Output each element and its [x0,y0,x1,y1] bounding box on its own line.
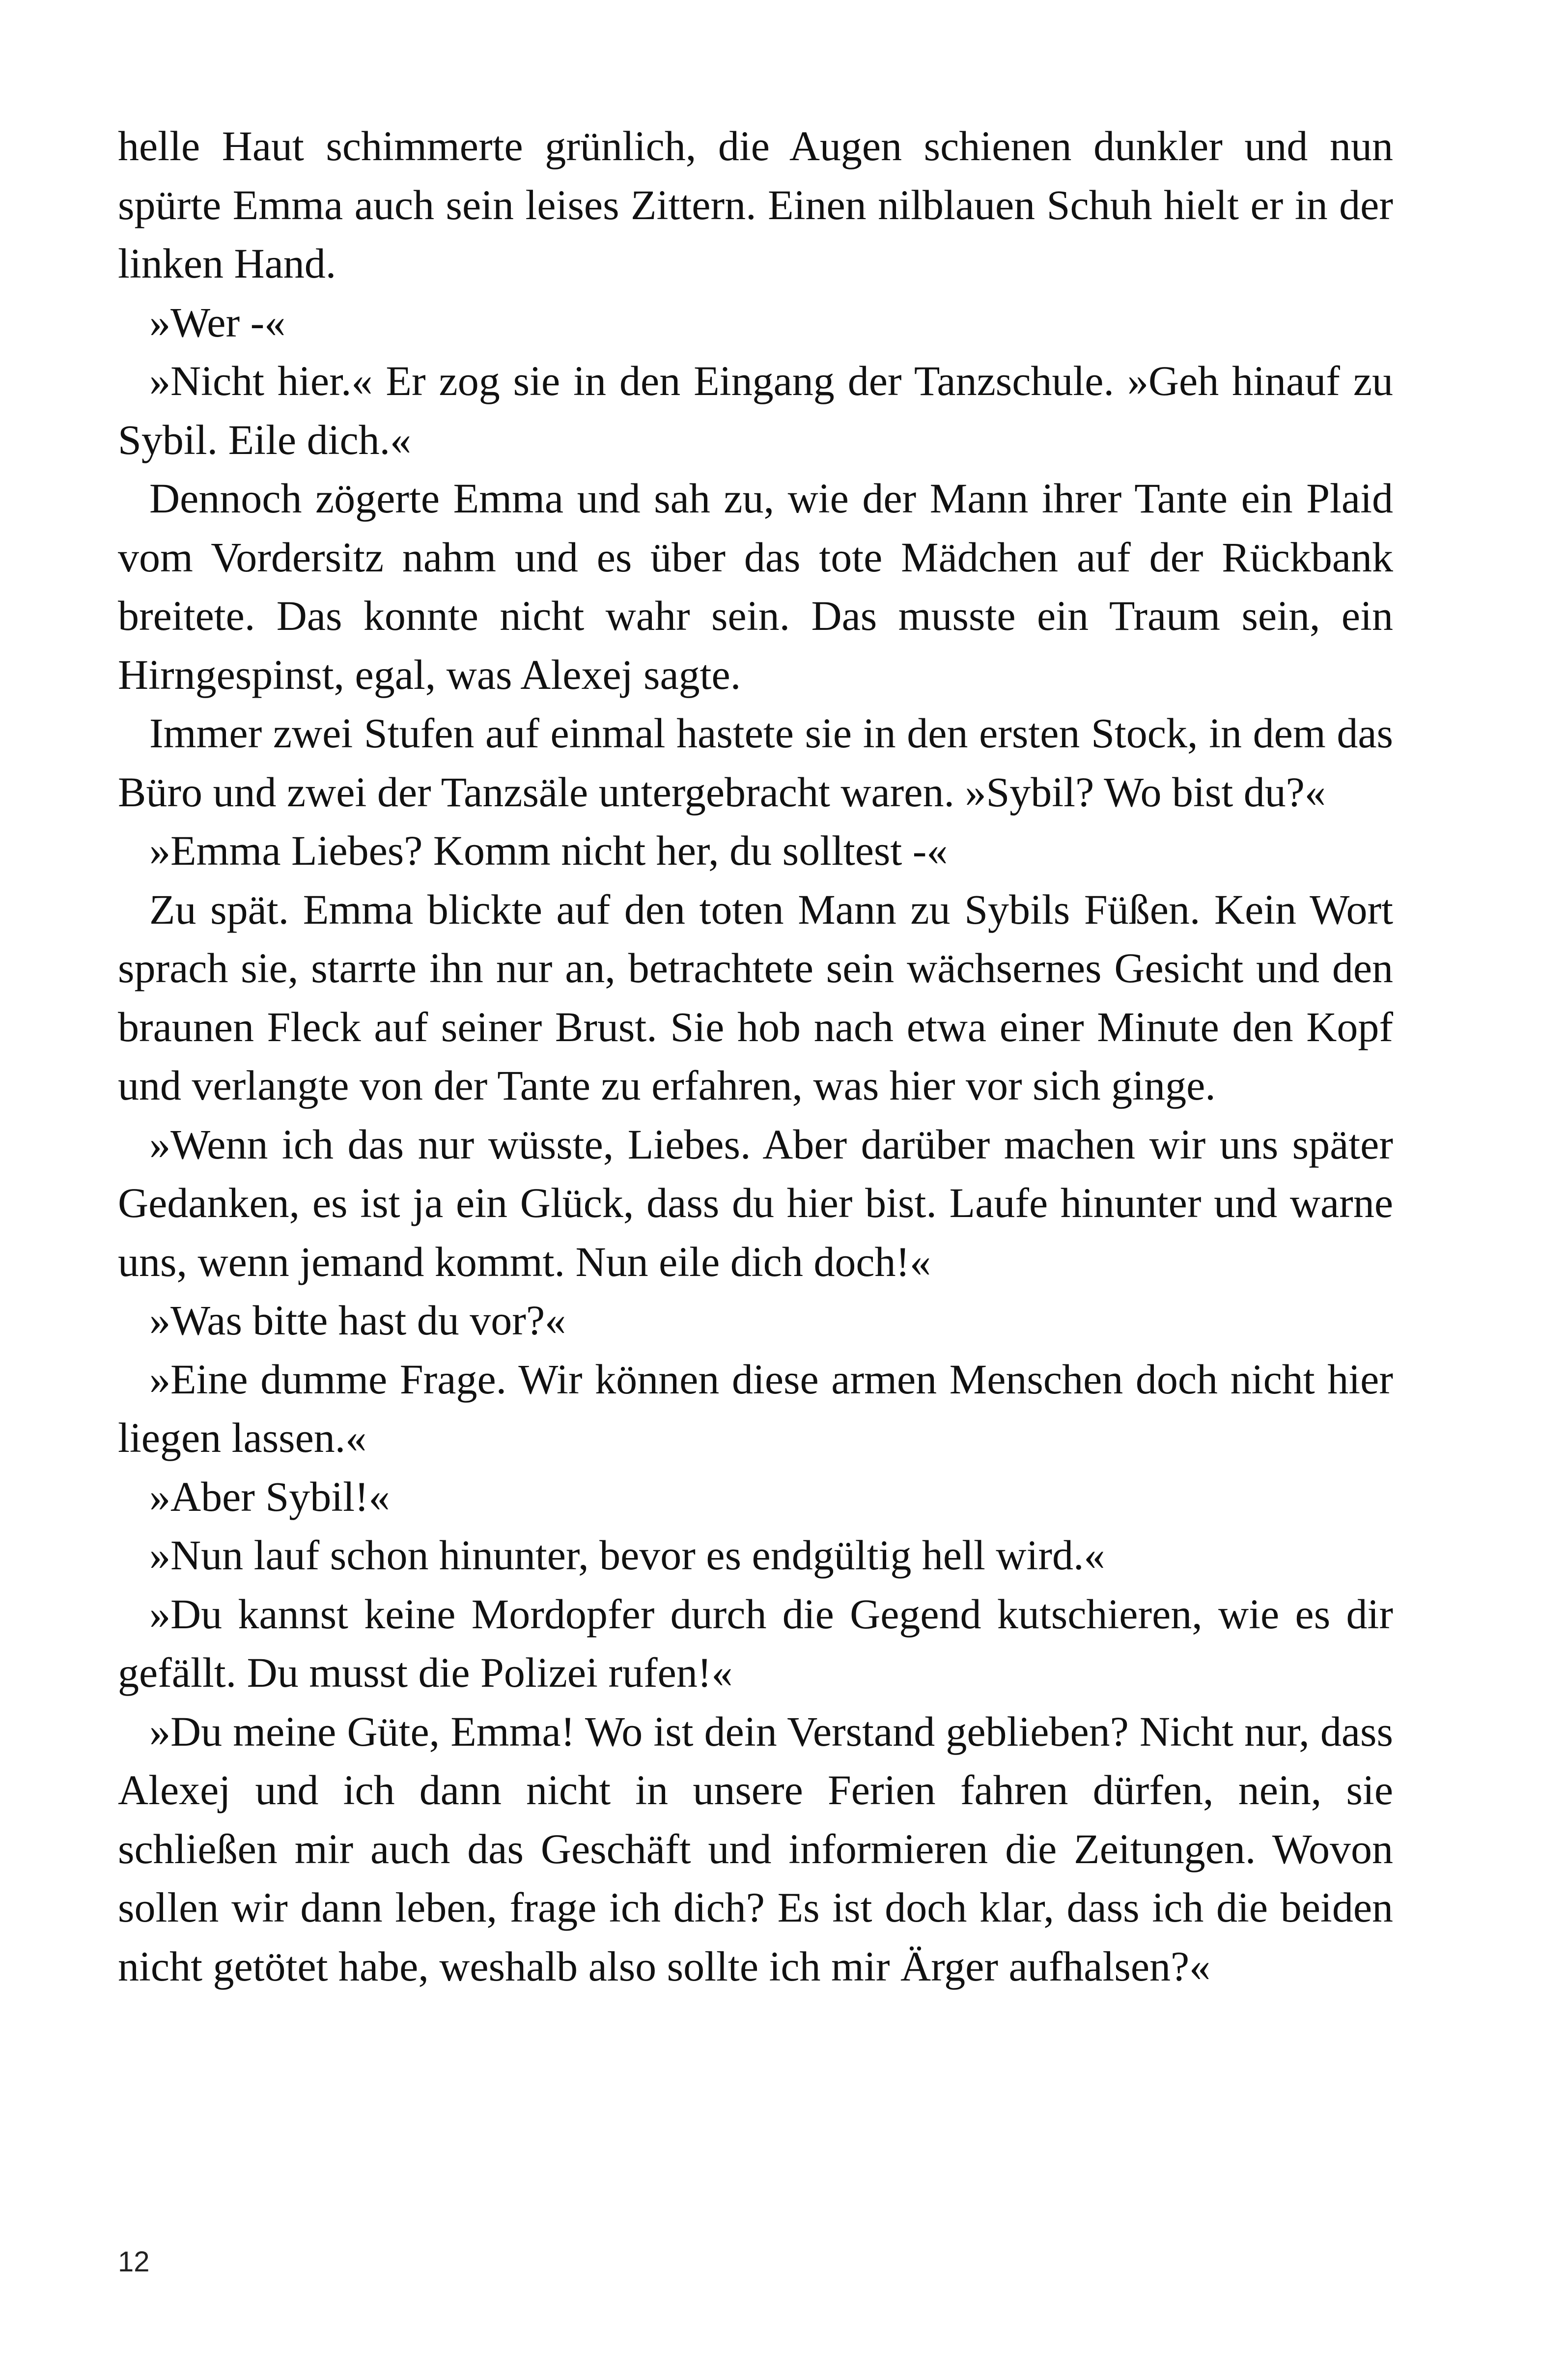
paragraph: »Nicht hier.« Er zog sie in den Eingang der Tanzschule. »Geh hinauf zu Sybil. Eile dich.« [118,357,1393,463]
paragraph: »Nun lauf schon hinunter, bevor es endgültig hell wird.« [149,1531,1105,1579]
paragraph: »Eine dumme Frage. Wir können diese armen Menschen doch nicht hier liegen lassen.« [118,1355,1393,1461]
page-number: 12 [118,2246,150,2278]
paragraph: Dennoch zögerte Emma und sah zu, wie der Mann ihrer Tante ein Plaid vom Vordersitz nahm und es über das tote Mädchen auf der Rückbank breitete. Das konnte nicht wahr sein. Das musste ein Traum sein, ein Hirngespinst, egal, was Alexej sagte. [118,475,1393,698]
paragraph: »Wer -« [149,298,286,346]
paragraph: »Du kannst keine Mordopfer durch die Gegend kutschieren, wie es dir gefällt. Du musst die Polizei rufen!« [118,1590,1393,1696]
paragraph: helle Haut schimmerte grünlich, die Augen schienen dunkler und nun spürte Emma auch sein leises Zittern. Einen nilblauen Schuh hielt er in der linken Hand. [118,122,1393,287]
paragraph: »Emma Liebes? Komm nicht her, du solltest -« [149,827,948,874]
body-text [118,117,1393,1996]
paragraph: »Was bitte hast du vor?« [149,1297,566,1344]
paragraph: Immer zwei Stufen auf einmal hastete sie in den ersten Stock, in dem das Büro und zwei der Tanzsäle untergebracht waren. »Sybil? Wo bist du?« [118,709,1393,816]
paragraph: »Wenn ich das nur wüsste, Liebes. Aber darüber machen wir uns später Gedanken, es ist ja ein Glück, dass du hier bist. Laufe hinunter und warne uns, wenn jemand kommt. Nun eile dich doch!« [118,1120,1393,1285]
paragraph: Zu spät. Emma blickte auf den toten Mann zu Sybils Füßen. Kein Wort sprach sie, starrte ihn nur an, betrachtete sein wächsernes Gesicht und den braunen Fleck auf seiner Brust. Sie hob nach etwa einer Minute den Kopf und verlangte von der Tante zu erfahren, was hier vor sich ginge. [118,885,1393,1109]
paragraph: »Aber Sybil!« [149,1473,390,1520]
paragraph: »Du meine Güte, Emma! Wo ist dein Verstand geblieben? Nicht nur, dass Alexej und ich dann nicht in unsere Ferien fahren dürfen, nein, sie schließen mir auch das Geschäft und informieren die Zeitungen. Wovon sollen wir dann leben, frage ich dich? Es ist doch klar, dass ich die beiden nicht getötet habe, weshalb also sollte ich mir Ärger aufhalsen?« [118,1707,1393,1990]
